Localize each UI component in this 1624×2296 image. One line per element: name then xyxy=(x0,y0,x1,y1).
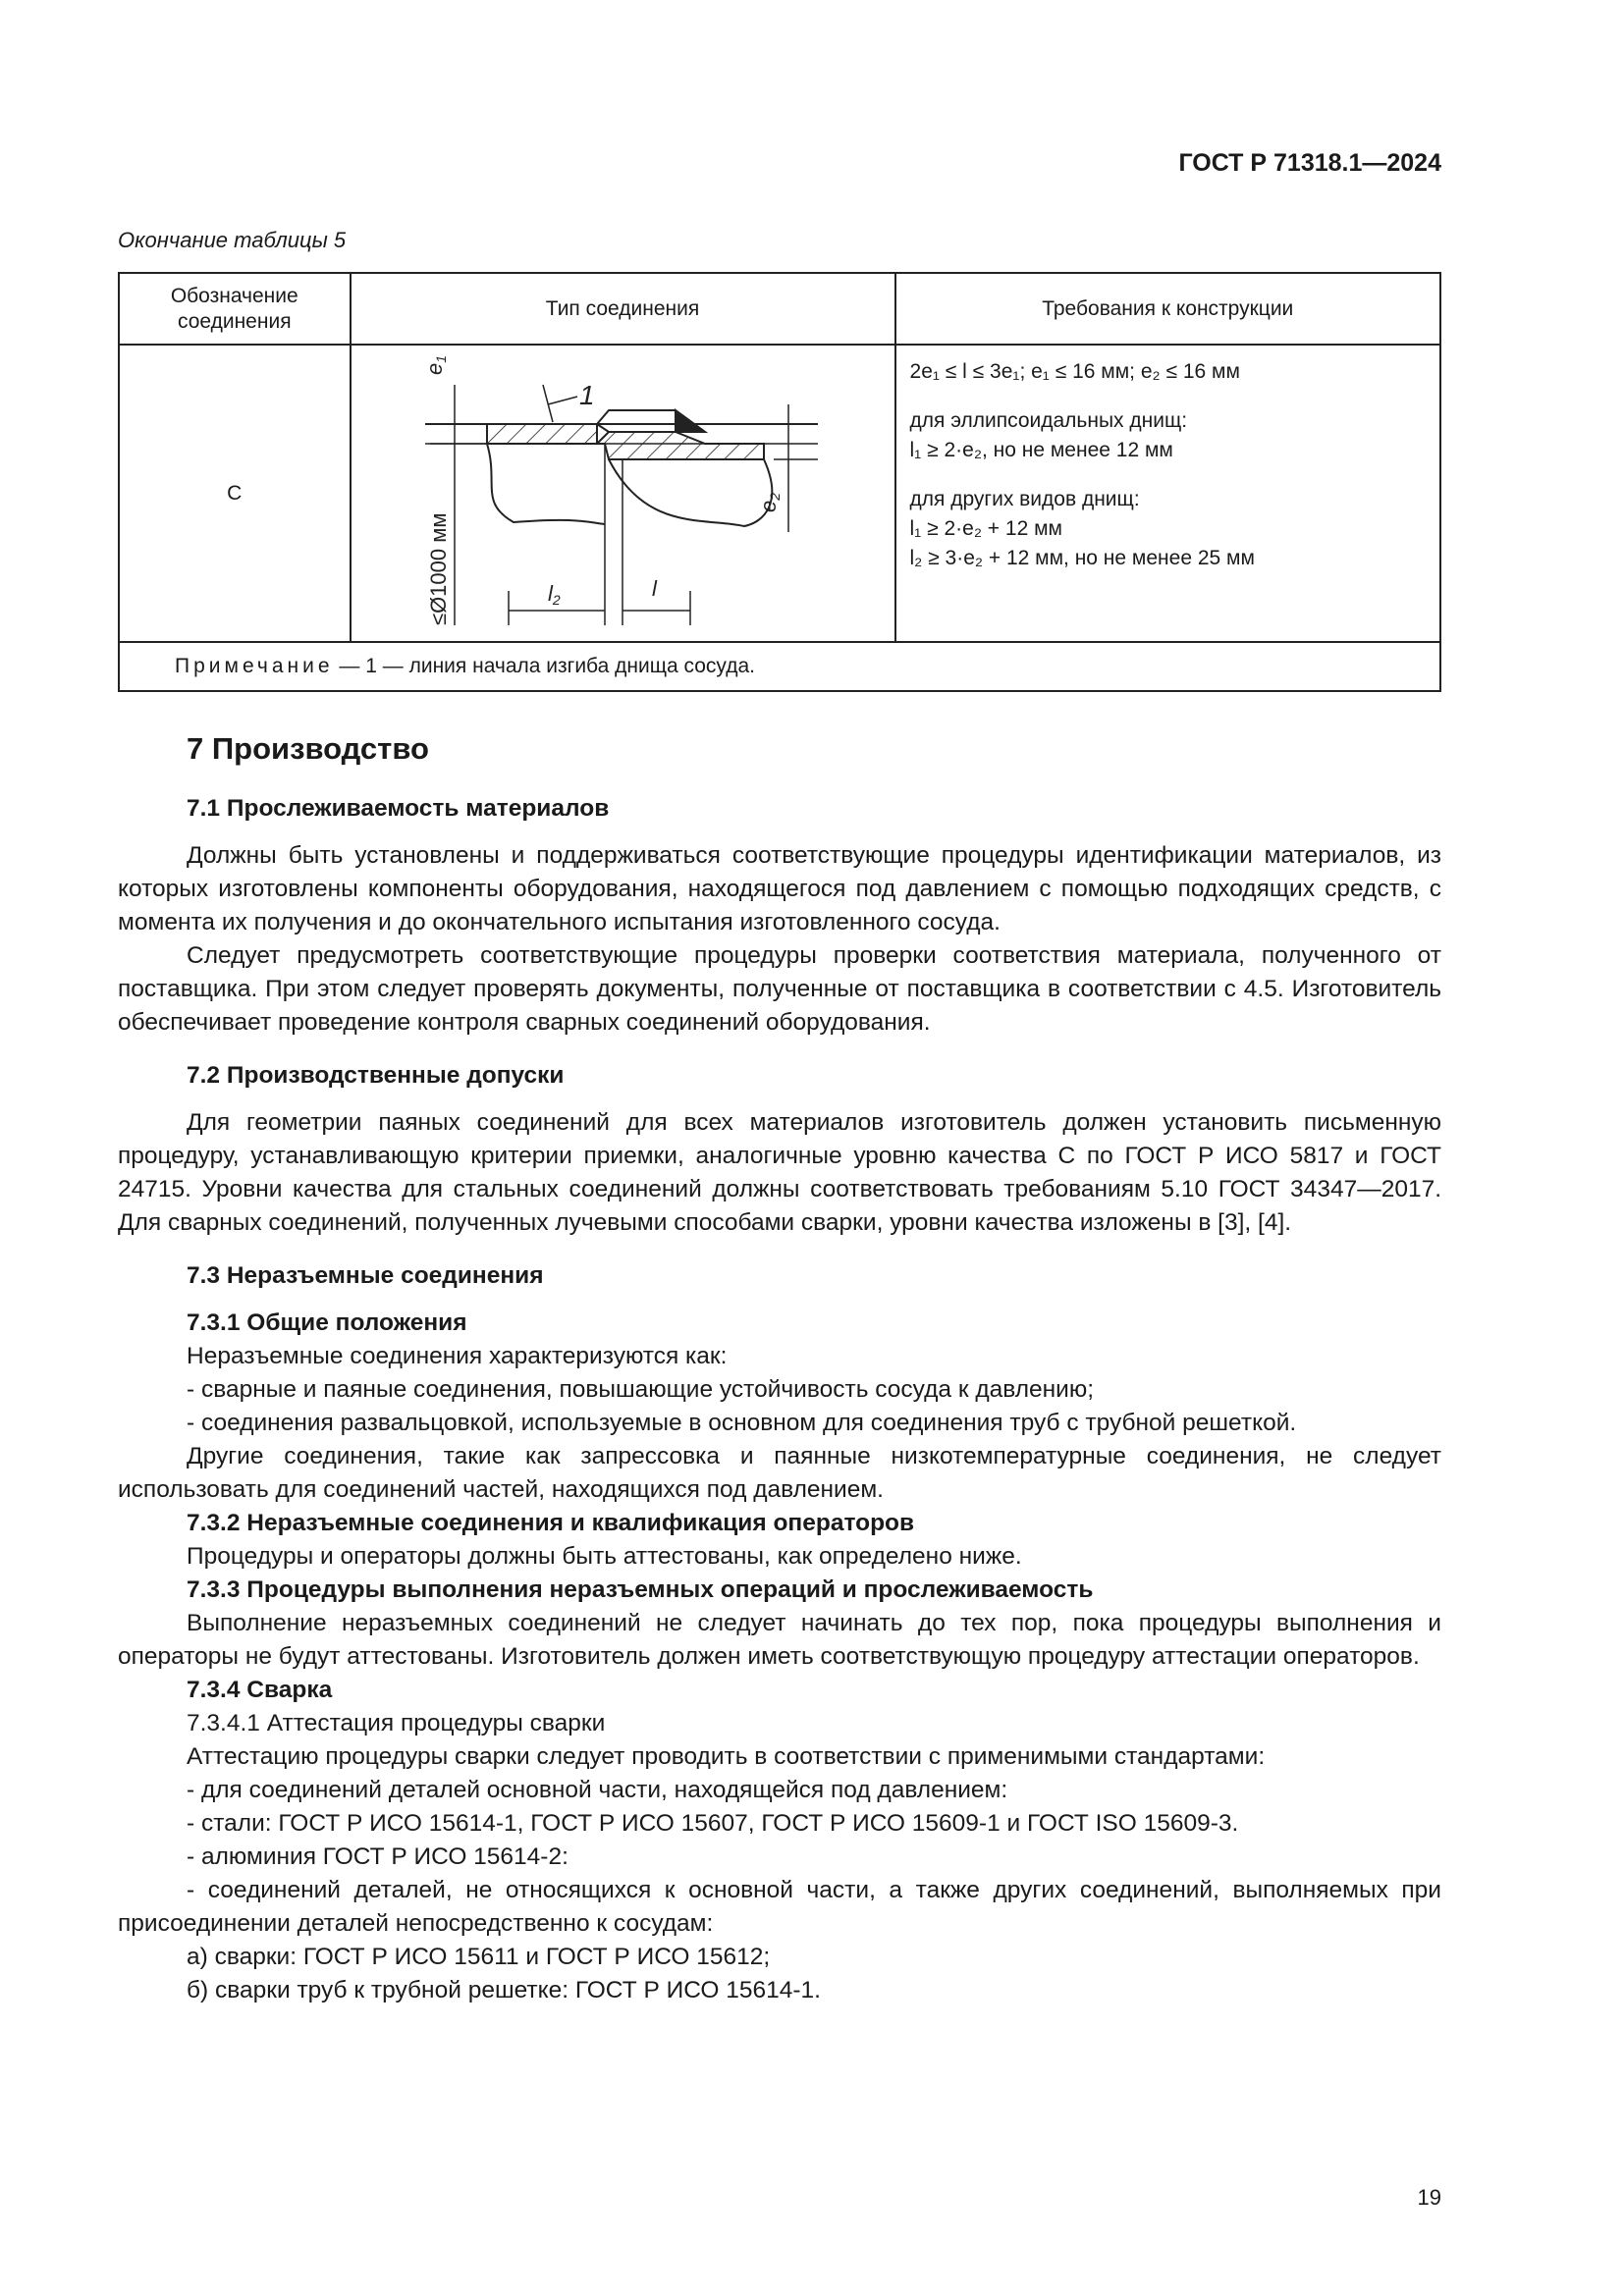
s734-title: 7.3.4 Сварка xyxy=(187,1677,333,1703)
label-l2: l2 xyxy=(547,581,561,608)
label-e1: e1 xyxy=(421,354,449,375)
s72-p1: Для геометрии паяных соединений для всех материалов изготовитель должен установить письменную процедуру, устанавливающую критерии приемки, аналогичные уровню качества C по ГОСТ Р ИСО 5817 и ГОСТ 24715. Уровни качества для стальных соединений должны соответствовать требованиям 5.10 ГОСТ 34347—2017. Для сварных соединений, полученных лучевыми способами сварки, уровни качества изложены в [3], [4]. xyxy=(118,1109,1441,1236)
diagram-labels xyxy=(422,355,783,625)
col-header-designation-l2: соединения xyxy=(177,309,292,333)
label-1: 1 xyxy=(578,380,595,410)
note-label: Примечание xyxy=(175,655,334,677)
s7341-p: - соединений деталей, не относящихся к основной части, а также других соединений, выполняемых при присоединении деталей непосредственно к сосудам: xyxy=(118,1877,1441,1937)
s731-title: 7.3.1 Общие положения xyxy=(187,1309,467,1336)
s7341-a: а) сварки: ГОСТ Р ИСО 15611 и ГОСТ Р ИСО 15612; xyxy=(187,1944,771,1970)
s73-title: 7.3 Неразъемные соединения xyxy=(187,1262,544,1289)
s731-l1: Неразъемные соединения характеризуются как: xyxy=(187,1343,728,1369)
section-7-body xyxy=(118,792,1441,2007)
section-7-title: 7 Производство xyxy=(187,731,429,766)
req-line-3: l₁ ≥ 2·e₂, но не менее 12 мм xyxy=(909,439,1173,461)
label-dia: ≤Ø1000 мм xyxy=(425,512,451,625)
req-line-4: для других видов днищ: xyxy=(909,488,1140,510)
s7341-l3: - стали: ГОСТ Р ИСО 15614-1, ГОСТ Р ИСО 15607, ГОСТ Р ИСО 15609-1 и ГОСТ ISO 15609-3. xyxy=(187,1810,1239,1837)
label-l: l xyxy=(651,576,657,601)
requirements-cell xyxy=(895,345,1440,642)
s7341-title: 7.3.4.1 Аттестация процедуры сварки xyxy=(187,1710,606,1736)
s732-title: 7.3.2 Неразъемные соединения и квалификация операторов xyxy=(187,1510,915,1536)
s7341-b: б) сварки труб к трубной решетке: ГОСТ Р ИСО 15614-1. xyxy=(187,1977,821,2003)
col-header-designation-l1: Обозначение xyxy=(170,284,298,307)
req-line-1: 2e₁ ≤ l ≤ 3e₁; e₁ ≤ 16 мм; e₂ ≤ 16 мм xyxy=(909,360,1240,383)
note-text: — 1 — линия начала изгиба днища сосуда. xyxy=(333,655,755,677)
s71-p1: Должны быть установлены и поддерживаться соответствующие процедуры идентификации материалов, из которых изготовлены компоненты оборудования, находящегося под давлением с помощью подходящих средств, с момента их получения и до окончательного испытания изготовленного сосуда. xyxy=(118,842,1441,935)
s71-title: 7.1 Прослеживаемость материалов xyxy=(187,795,610,822)
req-line-2: для эллипсоидальных днищ: xyxy=(909,409,1188,432)
s71-p2: Следует предусмотреть соответствующие процедуры проверки соответствия материала, полученного от поставщика. При этом следует проверять документы, полученные от поставщика в соответствии с 4.5. Изготовитель обеспечивает проведение контроля сварных соединений оборудования. xyxy=(118,942,1441,1036)
s731-l3: - соединения развальцовкой, используемые в основном для соединения труб с трубной решеткой. xyxy=(187,1410,1297,1436)
s731-p: Другие соединения, такие как запрессовка и паянные низкотемпературные соединения, не следует использовать для соединений частей, находящихся под давлением. xyxy=(118,1443,1441,1503)
s72-title: 7.2 Производственные допуски xyxy=(187,1062,565,1089)
col-header-type: Тип соединения xyxy=(351,273,895,345)
s7341-l1: Аттестацию процедуры сварки следует проводить в соответствии с применимыми стандартами: xyxy=(187,1743,1266,1770)
joint-diagram xyxy=(352,346,893,640)
s7341-l2: - для соединений деталей основной части, находящейся под давлением: xyxy=(187,1777,1008,1803)
req-line-5: l₁ ≥ 2·e₂ + 12 мм xyxy=(909,517,1062,540)
table-5-end xyxy=(118,272,1441,692)
s732-l1: Процедуры и операторы должны быть аттестованы, как определено ниже. xyxy=(187,1543,1022,1570)
s733-p: Выполнение неразъемных соединений не следует начинать до тех пор, пока процедуры выполнения и операторы не будут аттестованы. Изготовитель должен иметь соответствующую процедуру аттестации операторов. xyxy=(118,1610,1441,1670)
s733-title: 7.3.3 Процедуры выполнения неразъемных операций и прослеживаемость xyxy=(187,1576,1094,1603)
page-number: 19 xyxy=(1417,2185,1441,2210)
label-e2: e2 xyxy=(755,492,783,512)
req-line-6: l₂ ≥ 3·e₂ + 12 мм, но не менее 25 мм xyxy=(909,547,1255,569)
table-caption: Окончание таблицы 5 xyxy=(118,228,347,252)
s7341-l4: - алюминия ГОСТ Р ИСО 15614-2: xyxy=(187,1843,568,1870)
document-id: ГОСТ Р 71318.1—2024 xyxy=(1178,149,1441,177)
col-header-requirements: Требования к конструкции xyxy=(895,273,1440,345)
s731-l2: - сварные и паяные соединения, повышающие устойчивость сосуда к давлению; xyxy=(187,1376,1095,1403)
col-header-designation xyxy=(119,273,351,345)
table-note xyxy=(119,642,1440,691)
designation-cell: C xyxy=(119,345,351,642)
joint-diagram-cell xyxy=(351,345,895,642)
